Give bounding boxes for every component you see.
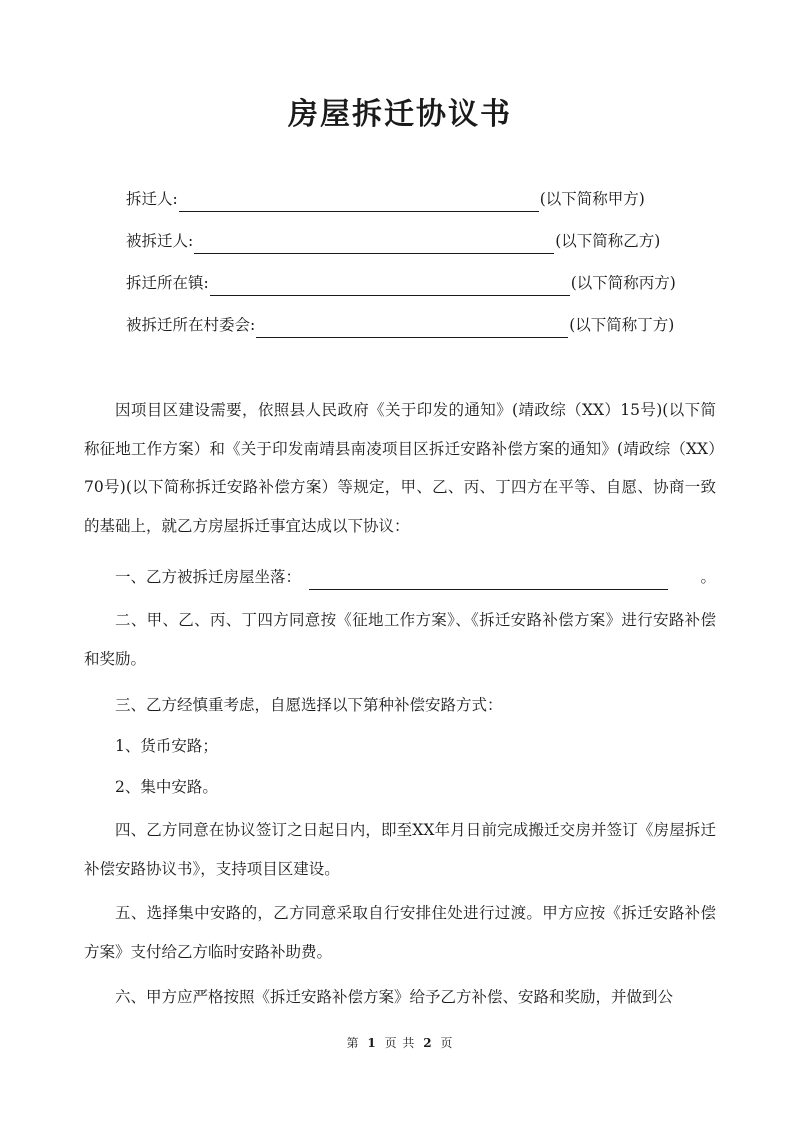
document-title: 房屋拆迁协议书 <box>288 97 512 132</box>
option-2: 2、集中安路。 <box>115 778 218 796</box>
location-blank[interactable] <box>309 571 668 590</box>
page-footer <box>0 1034 800 1052</box>
option-1: 1、货币安路； <box>115 737 218 755</box>
clause-1 <box>84 564 716 590</box>
footer-current-page: 1 <box>367 1036 377 1050</box>
clause-5: 五、选择集中安路的，乙方同意采取自行安排住处进行过渡。甲方应按《拆迁安路补偿方案》支付给乙方临时安路补助费。 <box>84 904 716 961</box>
clause-2: 二、甲、乙、丙、丁四方同意按《征地工作方案》、《拆迁安路补偿方案》进行安路补偿和奖励。 <box>84 611 716 668</box>
party-suffix: (以下简称乙方) <box>555 232 661 250</box>
footer-middle: 页 共 <box>384 1036 416 1050</box>
party-line-village <box>126 312 674 338</box>
party-suffix: (以下简称甲方) <box>539 190 645 208</box>
footer-total-pages: 2 <box>423 1036 433 1050</box>
party-label: 拆迁人: <box>126 190 178 208</box>
preamble-paragraph: 因项目区建设需要，依照县人民政府《关于印发的通知》(靖政综（XX）15号)(以下简称征地工作方案）和《关于印发南靖县南凌项目区拆迁安路补偿方案的通知》(靖政综（XX）70号)(以下简称拆迁安路补偿方案）等规定，甲、乙、丙、丁四方在平等、自愿、协商一致的基础上，就乙方房屋拆迁事宜达成以下协议： <box>84 401 716 535</box>
party-line-demolished <box>126 228 660 254</box>
party-line-town <box>126 270 676 296</box>
party-suffix: (以下简称丙方) <box>570 274 676 292</box>
clause-1-prefix: 一、乙方被拆迁房屋坐落： <box>115 568 302 586</box>
party-line-demolisher <box>126 186 645 212</box>
party-label: 拆迁所在镇: <box>126 274 209 292</box>
party-suffix: (以下简称丁方) <box>569 316 675 334</box>
fill-blank[interactable] <box>194 235 554 254</box>
clause-1-suffix: 。 <box>700 568 716 586</box>
clause-4: 四、乙方同意在协议签订之日起日内，即至XX年月日前完成搬迁交房并签订《房屋拆迁补偿安路协议书》，支持项目区建设。 <box>84 821 716 878</box>
fill-blank[interactable] <box>179 193 539 212</box>
fill-blank[interactable] <box>210 277 570 296</box>
party-label: 被拆迁所在村委会: <box>126 316 256 334</box>
fill-blank[interactable] <box>256 319 568 338</box>
footer-prefix: 第 <box>346 1036 360 1050</box>
clause-6: 六、甲方应严格按照《拆迁安路补偿方案》给予乙方补偿、安路和奖励，并做到公 <box>115 988 674 1006</box>
footer-suffix: 页 <box>440 1036 454 1050</box>
party-label: 被拆迁人: <box>126 232 194 250</box>
clause-3: 三、乙方经慎重考虑，自愿选择以下第种补偿安路方式： <box>115 696 503 714</box>
